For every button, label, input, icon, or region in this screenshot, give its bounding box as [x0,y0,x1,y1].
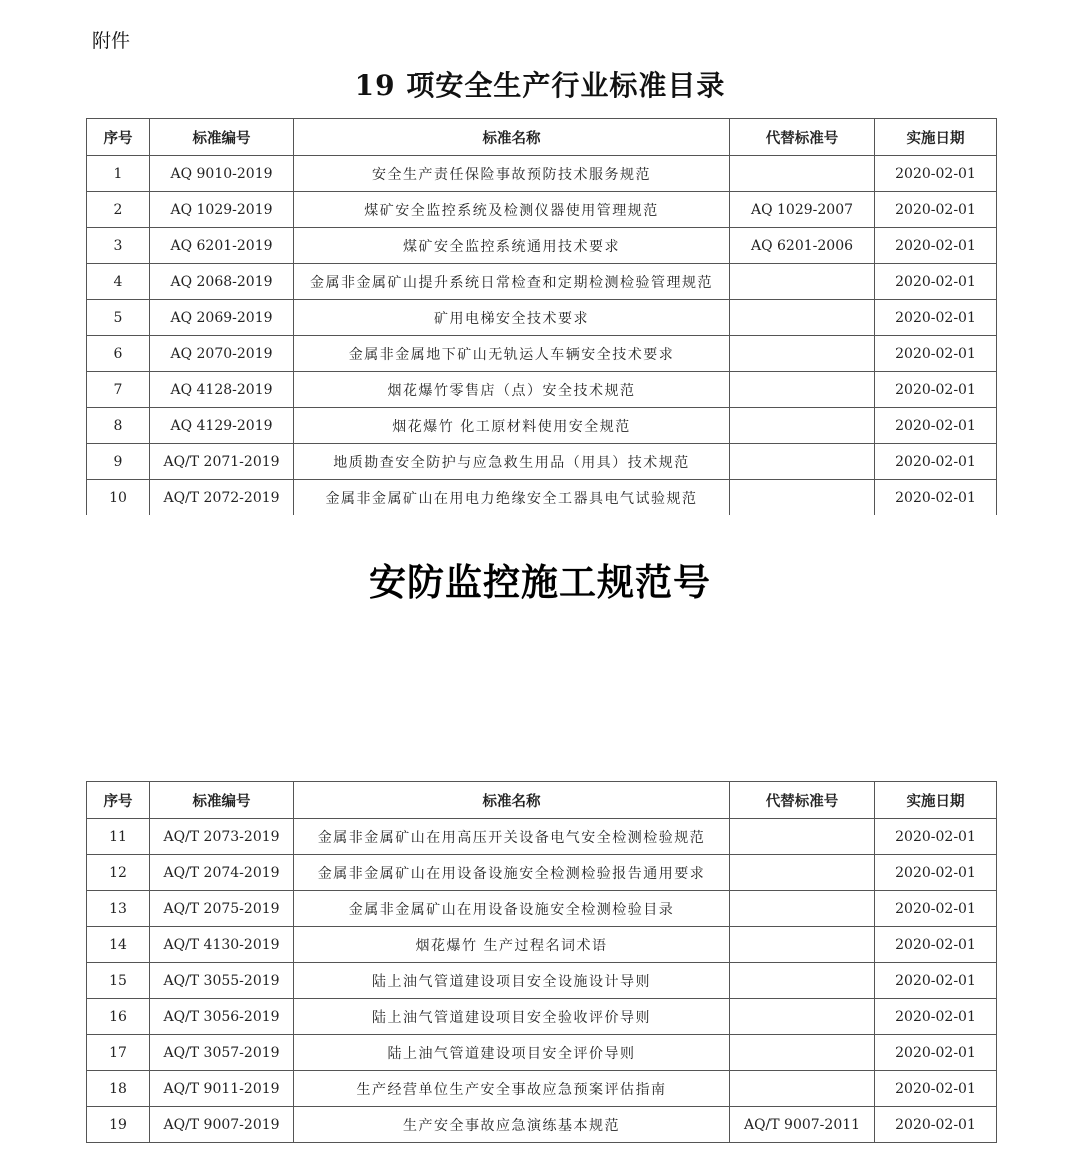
replaced-standard [730,336,875,372]
header-code: 标准编号 [150,782,294,819]
standard-name: 陆上油气管道建设项目安全设施设计导则 [294,963,730,999]
row-number: 2 [87,192,150,228]
effective-date: 2020-02-01 [875,480,997,516]
standard-code: AQ 1029-2019 [150,192,294,228]
replaced-standard [730,372,875,408]
standard-name: 地质勘查安全防护与应急救生用品（用具）技术规范 [294,444,730,480]
replaced-standard [730,408,875,444]
table-row [87,480,997,516]
table-2-body [87,819,997,1143]
standard-name: 金属非金属矿山在用电力绝缘安全工器具电气试验规范 [294,480,730,516]
replaced-standard [730,300,875,336]
standard-code: AQ 9010-2019 [150,156,294,192]
standard-name: 煤矿安全监控系统通用技术要求 [294,228,730,264]
table-row [87,408,997,444]
effective-date: 2020-02-01 [875,1107,997,1143]
table-row [87,963,997,999]
table-header-row [87,119,997,156]
row-number: 4 [87,264,150,300]
header-date: 实施日期 [875,119,997,156]
table-row [87,192,997,228]
table-row [87,228,997,264]
effective-date: 2020-02-01 [875,192,997,228]
header-no: 序号 [87,782,150,819]
standard-code: AQ/T 9011-2019 [150,1071,294,1107]
table-row [87,156,997,192]
effective-date: 2020-02-01 [875,855,997,891]
standard-name: 安全生产责任保险事故预防技术服务规范 [294,156,730,192]
table-row [87,336,997,372]
row-number: 3 [87,228,150,264]
header-name: 标准名称 [294,119,730,156]
table-row [87,444,997,480]
effective-date: 2020-02-01 [875,444,997,480]
row-number: 8 [87,408,150,444]
table-row [87,264,997,300]
standard-name: 陆上油气管道建设项目安全验收评价导则 [294,999,730,1035]
effective-date: 2020-02-01 [875,963,997,999]
standard-name: 生产安全事故应急演练基本规范 [294,1107,730,1143]
standard-code: AQ 6201-2019 [150,228,294,264]
replaced-standard [730,1071,875,1107]
attachment-label: 附件 [92,30,131,52]
standard-name: 烟花爆竹零售店（点）安全技术规范 [294,372,730,408]
standard-name: 烟花爆竹 化工原材料使用安全规范 [294,408,730,444]
table-row [87,372,997,408]
table-header-row [87,782,997,819]
table-row [87,855,997,891]
row-number: 16 [87,999,150,1035]
row-number: 11 [87,819,150,855]
row-number: 1 [87,156,150,192]
row-number: 13 [87,891,150,927]
standard-code: AQ 4128-2019 [150,372,294,408]
table-row [87,999,997,1035]
standard-code: AQ/T 3057-2019 [150,1035,294,1071]
row-number: 17 [87,1035,150,1071]
row-number: 19 [87,1107,150,1143]
standard-name: 陆上油气管道建设项目安全评价导则 [294,1035,730,1071]
effective-date: 2020-02-01 [875,1035,997,1071]
replaced-standard: AQ 6201-2006 [730,228,875,264]
replaced-standard: AQ/T 9007-2011 [730,1107,875,1143]
table-1-body [87,156,997,516]
effective-date: 2020-02-01 [875,819,997,855]
standard-name: 金属非金属矿山在用设备设施安全检测检验报告通用要求 [294,855,730,891]
effective-date: 2020-02-01 [875,891,997,927]
table-row [87,1071,997,1107]
effective-date: 2020-02-01 [875,264,997,300]
header-code: 标准编号 [150,119,294,156]
header-no: 序号 [87,119,150,156]
effective-date: 2020-02-01 [875,156,997,192]
row-number: 9 [87,444,150,480]
table-row [87,927,997,963]
row-number: 5 [87,300,150,336]
standard-code: AQ/T 2075-2019 [150,891,294,927]
table-row [87,1107,997,1143]
replaced-standard [730,927,875,963]
standards-table-1 [86,118,997,515]
effective-date: 2020-02-01 [875,1071,997,1107]
replaced-standard [730,264,875,300]
effective-date: 2020-02-01 [875,336,997,372]
row-number: 15 [87,963,150,999]
standard-code: AQ/T 3056-2019 [150,999,294,1035]
standard-name: 金属非金属地下矿山无轨运人车辆安全技术要求 [294,336,730,372]
row-number: 14 [87,927,150,963]
standard-code: AQ/T 9007-2019 [150,1107,294,1143]
standard-code: AQ/T 4130-2019 [150,927,294,963]
standard-name: 金属非金属矿山在用设备设施安全检测检验目录 [294,891,730,927]
table-row [87,1035,997,1071]
replaced-standard [730,444,875,480]
standard-name: 金属非金属矿山在用高压开关设备电气安全检测检验规范 [294,819,730,855]
standard-name: 煤矿安全监控系统及检测仪器使用管理规范 [294,192,730,228]
replaced-standard [730,1035,875,1071]
standard-name: 生产经营单位生产安全事故应急预案评估指南 [294,1071,730,1107]
standard-code: AQ/T 2073-2019 [150,819,294,855]
standard-name: 烟花爆竹 生产过程名词术语 [294,927,730,963]
row-number: 18 [87,1071,150,1107]
header-replaces: 代替标准号 [730,782,875,819]
row-number: 7 [87,372,150,408]
standard-code: AQ/T 2071-2019 [150,444,294,480]
overlay-title: 安防监控施工规范号 [369,561,711,604]
standard-code: AQ/T 2072-2019 [150,480,294,516]
table-row [87,300,997,336]
effective-date: 2020-02-01 [875,927,997,963]
replaced-standard [730,855,875,891]
effective-date: 2020-02-01 [875,228,997,264]
replaced-standard [730,156,875,192]
row-number: 6 [87,336,150,372]
table-row [87,891,997,927]
effective-date: 2020-02-01 [875,999,997,1035]
replaced-standard [730,891,875,927]
standard-code: AQ 2070-2019 [150,336,294,372]
row-number: 12 [87,855,150,891]
replaced-standard [730,999,875,1035]
effective-date: 2020-02-01 [875,300,997,336]
standard-code: AQ 2068-2019 [150,264,294,300]
standard-code: AQ/T 2074-2019 [150,855,294,891]
replaced-standard [730,480,875,516]
header-date: 实施日期 [875,782,997,819]
header-replaces: 代替标准号 [730,119,875,156]
effective-date: 2020-02-01 [875,372,997,408]
table-row [87,819,997,855]
document-title: 19 项安全生产行业标准目录 [354,69,726,102]
effective-date: 2020-02-01 [875,408,997,444]
standard-code: AQ/T 3055-2019 [150,963,294,999]
row-number: 10 [87,480,150,516]
standards-table-2 [86,781,997,1143]
standard-name: 矿用电梯安全技术要求 [294,300,730,336]
replaced-standard [730,963,875,999]
standard-name: 金属非金属矿山提升系统日常检查和定期检测检验管理规范 [294,264,730,300]
replaced-standard [730,819,875,855]
standard-code: AQ 2069-2019 [150,300,294,336]
replaced-standard: AQ 1029-2007 [730,192,875,228]
header-name: 标准名称 [294,782,730,819]
standard-code: AQ 4129-2019 [150,408,294,444]
